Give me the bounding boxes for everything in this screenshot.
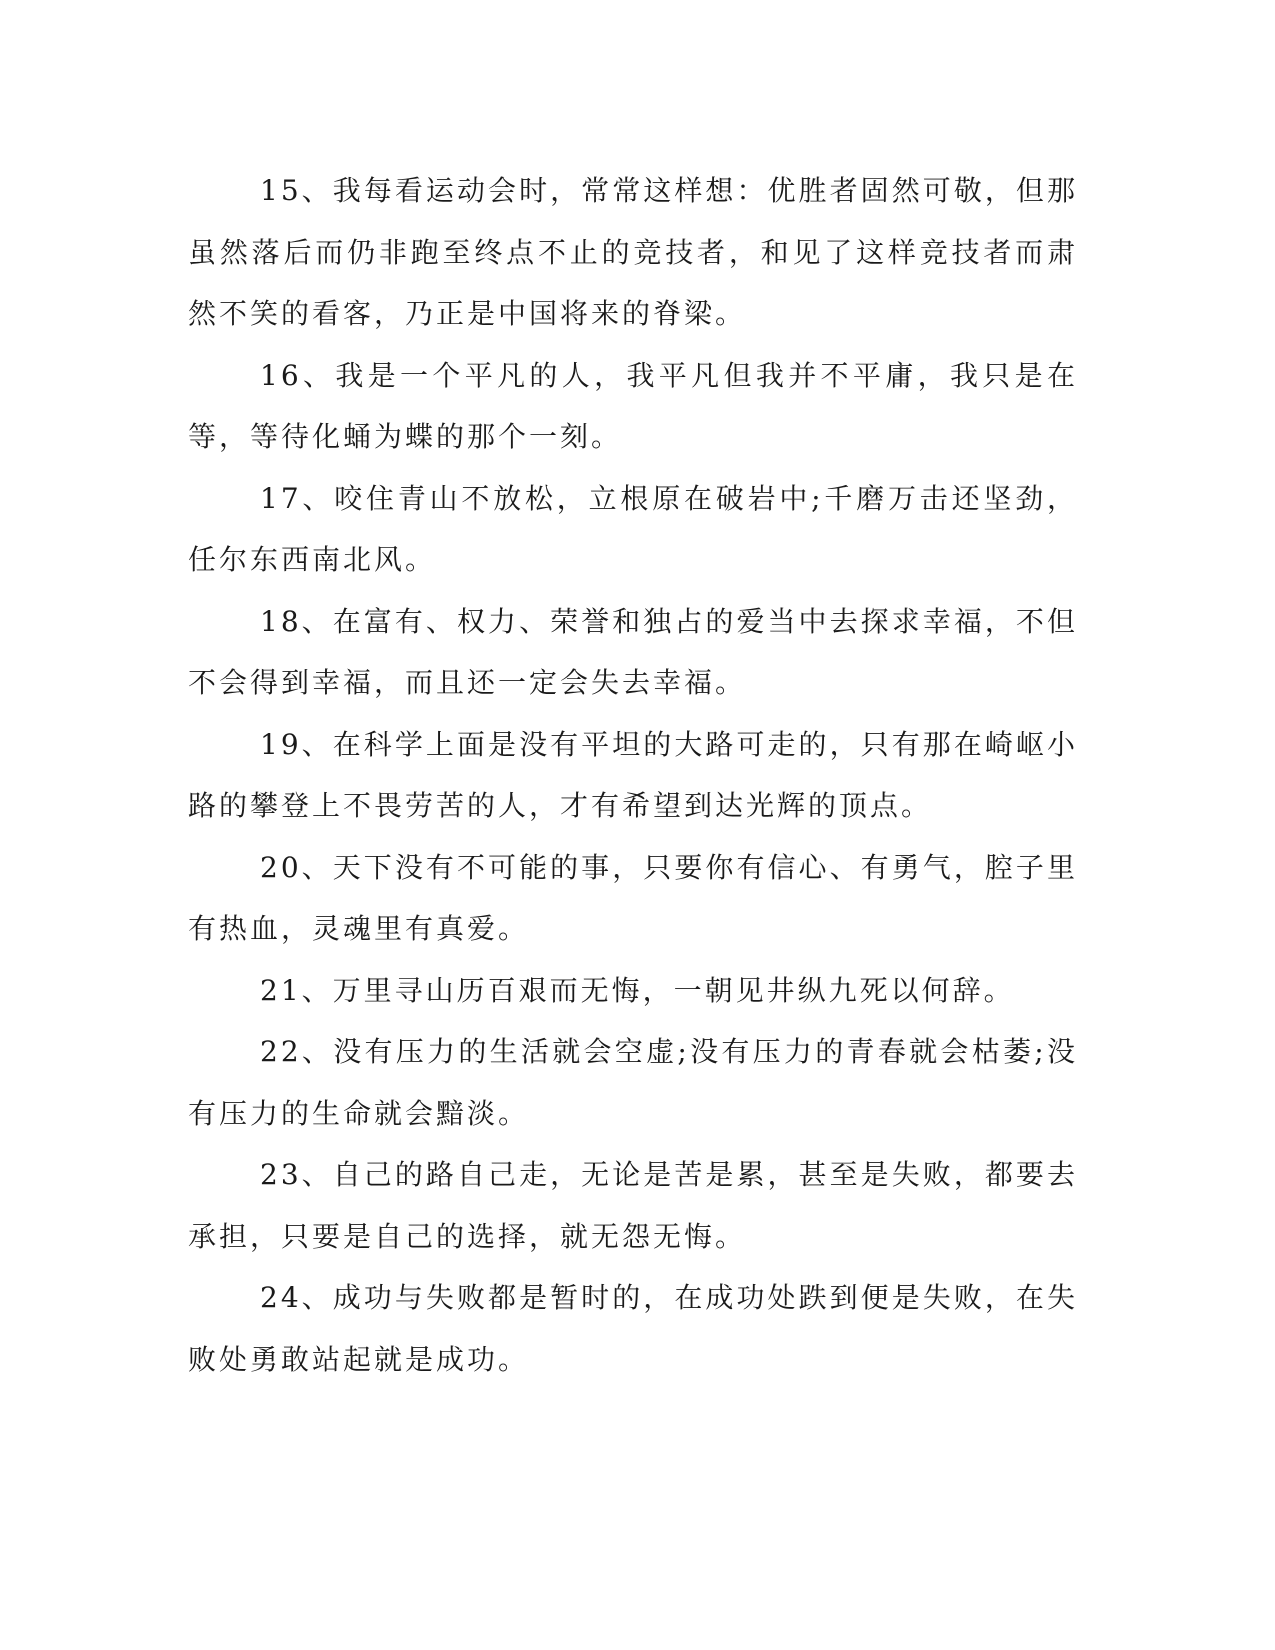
quote-paragraph-24: 24、成功与失败都是暂时的，在成功处跌到便是失败，在失败处勇敢站起就是成功。 xyxy=(188,1281,1078,1376)
quote-paragraph-18: 18、在富有、权力、荣誉和独占的爱当中去探求幸福，不但不会得到幸福，而且还一定会失去幸福。 xyxy=(188,604,1078,699)
quote-paragraph-22: 22、没有压力的生活就会空虚;没有压力的青春就会枯萎;没有压力的生命就会黯淡。 xyxy=(188,1035,1078,1130)
document-body xyxy=(188,160,1078,1390)
quote-paragraph-16: 16、我是一个平凡的人，我平凡但我并不平庸，我只是在等，等待化蛹为蝶的那个一刻。 xyxy=(188,358,1078,453)
quote-paragraph-23: 23、自己的路自己走，无论是苦是累，甚至是失败，都要去承担，只要是自己的选择，就无怨无悔。 xyxy=(188,1158,1078,1253)
quote-paragraph-20: 20、天下没有不可能的事，只要你有信心、有勇气，腔子里有热血，灵魂里有真爱。 xyxy=(188,850,1078,945)
quote-paragraph-21: 21、万里寻山历百艰而无悔，一朝见井纵九死以何辞。 xyxy=(260,973,1015,1007)
quote-paragraph-17: 17、咬住青山不放松，立根原在破岩中;千磨万击还坚劲，任尔东西南北风。 xyxy=(188,481,1078,576)
quote-paragraph-19: 19、在科学上面是没有平坦的大路可走的，只有那在崎岖小路的攀登上不畏劳苦的人，才有希望到达光辉的顶点。 xyxy=(188,727,1078,822)
quote-paragraph-15: 15、我每看运动会时，常常这样想：优胜者固然可敬，但那虽然落后而仍非跑至终点不止的竞技者，和见了这样竞技者而肃然不笑的看客，乃正是中国将来的脊梁。 xyxy=(188,174,1078,330)
